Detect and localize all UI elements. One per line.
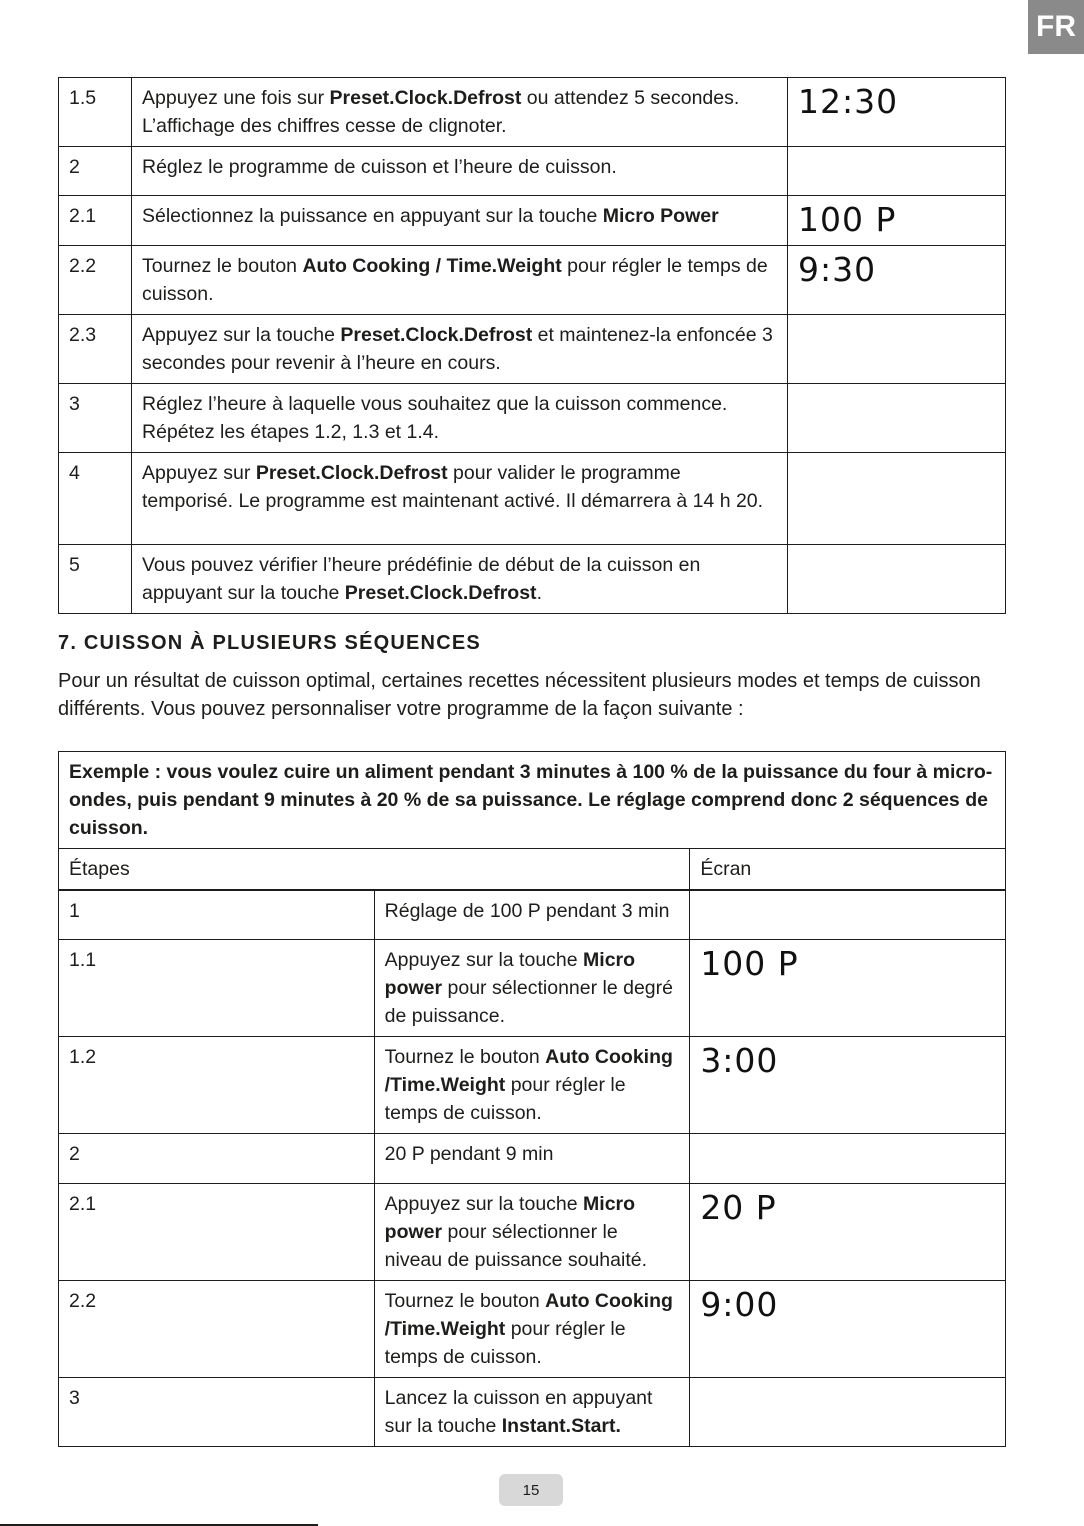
step-number: 3 <box>59 1377 375 1446</box>
instruction-text: Réglez le programme de cuisson et l’heure de cuisson. <box>142 156 617 178</box>
display-screen <box>690 1036 1006 1133</box>
step-number: 2 <box>59 147 132 196</box>
button-name: Preset.Clock.Defrost <box>329 87 522 109</box>
instruction-text: pour régler le temps de cuisson. <box>384 1073 626 1124</box>
button-name: Micro power <box>384 948 636 999</box>
step-instruction <box>132 545 788 614</box>
step-number: 2 <box>59 1133 375 1183</box>
step-instruction <box>132 147 788 196</box>
display-screen <box>788 147 1006 196</box>
step-instruction <box>132 315 788 384</box>
instruction-text: Appuyez une fois sur <box>142 87 330 109</box>
display-readout: 9:30 <box>798 250 877 289</box>
table-row <box>59 315 1006 384</box>
button-name: Micro power <box>384 1192 636 1243</box>
instruction-text: Tournez le bouton <box>384 1045 546 1068</box>
instruction-text: Tournez le bouton <box>142 255 303 277</box>
step-number: 3 <box>59 384 132 453</box>
display-screen <box>788 315 1006 384</box>
step-instruction <box>132 196 788 246</box>
button-name: Micro Power <box>602 205 719 227</box>
instruction-text: Réglage de 100 P pendant 3 min <box>384 900 670 922</box>
step-instruction <box>374 1280 690 1377</box>
instruction-text: Sélectionnez la puissance en appuyant sur la touche <box>142 205 603 227</box>
table-row <box>59 1183 1006 1280</box>
display-readout: 12:30 <box>798 82 899 121</box>
display-screen <box>690 1280 1006 1377</box>
instruction-text: 20 P pendant 9 min <box>384 1142 554 1165</box>
display-screen <box>788 196 1006 246</box>
example-row <box>59 752 1006 849</box>
language-tab: FR <box>1028 0 1084 54</box>
step-number: 2.1 <box>59 1183 375 1280</box>
step-instruction <box>132 246 788 315</box>
table-row <box>59 453 1006 545</box>
instruction-text: Appuyez sur la touche <box>384 948 584 971</box>
step-number: 2.2 <box>59 246 132 315</box>
button-name: Auto Cooking /Time.Weight <box>384 1289 673 1340</box>
button-name: Preset.Clock.Defrost <box>340 324 533 346</box>
instruction-text: pour valider le programme temporisé. Le programme est maintenant activé. Il démarrera à 14 h 20. <box>142 462 764 512</box>
display-screen <box>788 246 1006 315</box>
instruction-text: et maintenez-la enfoncée 3 secondes pour revenir à l’heure en cours. <box>142 324 773 374</box>
step-number: 4 <box>59 453 132 545</box>
step-instruction <box>374 1377 690 1446</box>
instruction-text: pour régler le temps de cuisson. <box>384 1317 626 1368</box>
button-name: Preset.Clock.Defrost <box>344 582 537 604</box>
step-instruction <box>132 78 788 147</box>
button-name: Instant.Start. <box>501 1414 621 1437</box>
button-name: Preset.Clock.Defrost <box>255 462 448 484</box>
step-instruction <box>374 939 690 1036</box>
display-screen <box>788 453 1006 545</box>
table-row <box>59 147 1006 196</box>
table-row <box>59 545 1006 614</box>
step-instruction <box>374 890 690 939</box>
table-row <box>59 1377 1006 1446</box>
instruction-text: Vous pouvez vérifier l’heure prédéfinie de début de la cuisson en appuyant sur la touche <box>142 554 701 604</box>
display-screen <box>788 384 1006 453</box>
step-number: 1.1 <box>59 939 375 1036</box>
example-text: Exemple : vous voulez cuire un aliment pendant 3 minutes à 100 % de la puissance du four à micro-ondes, puis pendant 9 minutes à 20 % de sa puissance. Le réglage comprend donc 2 séquences de cuisson. <box>59 752 1006 849</box>
step-number: 2.1 <box>59 196 132 246</box>
step-instruction <box>374 1036 690 1133</box>
display-screen <box>788 78 1006 147</box>
intro-paragraph: Pour un résultat de cuisson optimal, certaines recettes nécessitent plusieurs modes et temps de cuisson différents. Vous pouvez personnaliser votre programme de la façon suivante : <box>58 670 981 720</box>
step-instruction <box>374 1183 690 1280</box>
table-row <box>59 1133 1006 1183</box>
display-readout: 9:00 <box>700 1284 779 1324</box>
multi-sequence-steps-table <box>58 751 1006 1447</box>
display-readout: 20 P <box>700 1187 777 1227</box>
button-name: Auto Cooking /Time.Weight <box>384 1045 673 1096</box>
step-number: 1.5 <box>59 78 132 147</box>
instruction-text: Appuyez sur <box>142 462 256 484</box>
table-row <box>59 78 1006 147</box>
table-header-row <box>59 849 1006 891</box>
display-screen <box>690 1377 1006 1446</box>
table-row <box>59 1280 1006 1377</box>
instruction-text: ou attendez 5 secondes. L’affichage des chiffres cesse de clignoter. <box>142 87 740 137</box>
instruction-text: . <box>536 582 542 604</box>
step-number: 2.2 <box>59 1280 375 1377</box>
delayed-start-steps-table <box>58 77 1006 614</box>
table-row <box>59 196 1006 246</box>
instruction-text: pour régler le temps de cuisson. <box>142 255 768 305</box>
table-row <box>59 1036 1006 1133</box>
display-screen <box>788 545 1006 614</box>
step-number: 1.2 <box>59 1036 375 1133</box>
display-readout: 100 P <box>798 200 897 239</box>
button-name: Auto Cooking / Time.Weight <box>302 255 562 277</box>
header-screen: Écran <box>690 849 1006 891</box>
instruction-text: Réglez l’heure à laquelle vous souhaitez que la cuisson commence. Répétez les étapes 1.2, 1.3 et 1.4. <box>142 393 728 443</box>
display-screen <box>690 1133 1006 1183</box>
display-screen <box>690 939 1006 1036</box>
step-instruction <box>374 1133 690 1183</box>
instruction-text: pour sélectionner le degré de puissance. <box>384 976 673 1027</box>
table-row <box>59 384 1006 453</box>
step-number: 5 <box>59 545 132 614</box>
instruction-text: pour sélectionner le niveau de puissance souhaité. <box>384 1220 648 1271</box>
step-number: 1 <box>59 890 375 939</box>
table-row <box>59 246 1006 315</box>
instruction-text: Appuyez sur la touche <box>384 1192 584 1215</box>
instruction-text: Appuyez sur la touche <box>142 324 341 346</box>
table-row <box>59 890 1006 939</box>
page-number: 15 <box>499 1474 563 1506</box>
table-row <box>59 939 1006 1036</box>
header-steps: Étapes <box>59 849 690 891</box>
step-instruction <box>132 384 788 453</box>
instruction-text: Lancez la cuisson en appuyant sur la touche <box>384 1386 653 1437</box>
step-number: 2.3 <box>59 315 132 384</box>
display-readout: 100 P <box>700 943 799 983</box>
display-screen <box>690 1183 1006 1280</box>
step-instruction <box>132 453 788 545</box>
display-readout: 3:00 <box>700 1040 779 1080</box>
display-screen <box>690 890 1006 939</box>
instruction-text: Tournez le bouton <box>384 1289 546 1312</box>
section-title: 7. CUISSON À PLUSIEURS SÉQUENCES <box>58 632 481 654</box>
